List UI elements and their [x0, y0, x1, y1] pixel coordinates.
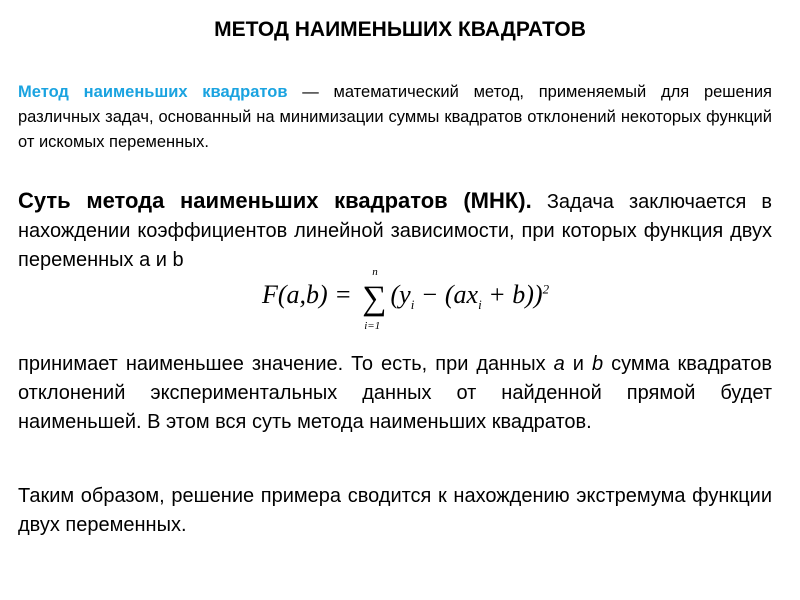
var-b: b — [592, 353, 604, 375]
definition-text: — математический метод, применяемый для решения различных задач, основанный на минимизации суммы квадратов отклонений некоторых функций от искомых переменных. — [18, 83, 772, 151]
highlighted-term: Метод наименьших квадратов — [18, 83, 288, 101]
essence-paragraph — [18, 186, 772, 275]
subscript: i — [478, 297, 482, 313]
essence-heading: Суть метода наименьших квадратов (МНК). — [18, 188, 532, 213]
least-squares-formula — [262, 266, 550, 332]
sigma-glyph: ∑ — [362, 280, 387, 317]
var-a: a — [553, 353, 565, 375]
subscript: i — [410, 297, 415, 313]
text: сумма квадратов отклонений экспериментальных данных от найденной прямой будет наименьшей. В этом вся суть метода наименьших квадратов. — [18, 353, 772, 433]
sum-lower-limit: i=1 — [364, 320, 381, 332]
formula-part: + b)) — [481, 280, 543, 309]
text: и — [564, 353, 592, 375]
formula-part: (y — [390, 280, 411, 309]
sum-symbol — [362, 266, 387, 332]
sum-upper-limit: n — [372, 266, 378, 278]
formula-part: − (ax — [414, 280, 479, 309]
text: принимает наименьшее значение. То есть, при данных — [18, 353, 554, 375]
formula-lhs: F(a,b) = — [262, 280, 359, 309]
essence-text: Задача заключается в нахождении коэффициентов линейной зависимости, при которых функция двух переменных a и b — [18, 191, 772, 271]
definition-paragraph — [18, 80, 772, 155]
exponent: 2 — [542, 281, 550, 297]
conclusion-paragraph: Таким образом, решение примера сводится к нахождению экстремума функции двух переменных. — [18, 485, 772, 536]
slide-title: МЕТОД НАИМЕНЬШИХ КВАДРАТОВ — [214, 18, 586, 41]
result-paragraph — [18, 350, 772, 437]
